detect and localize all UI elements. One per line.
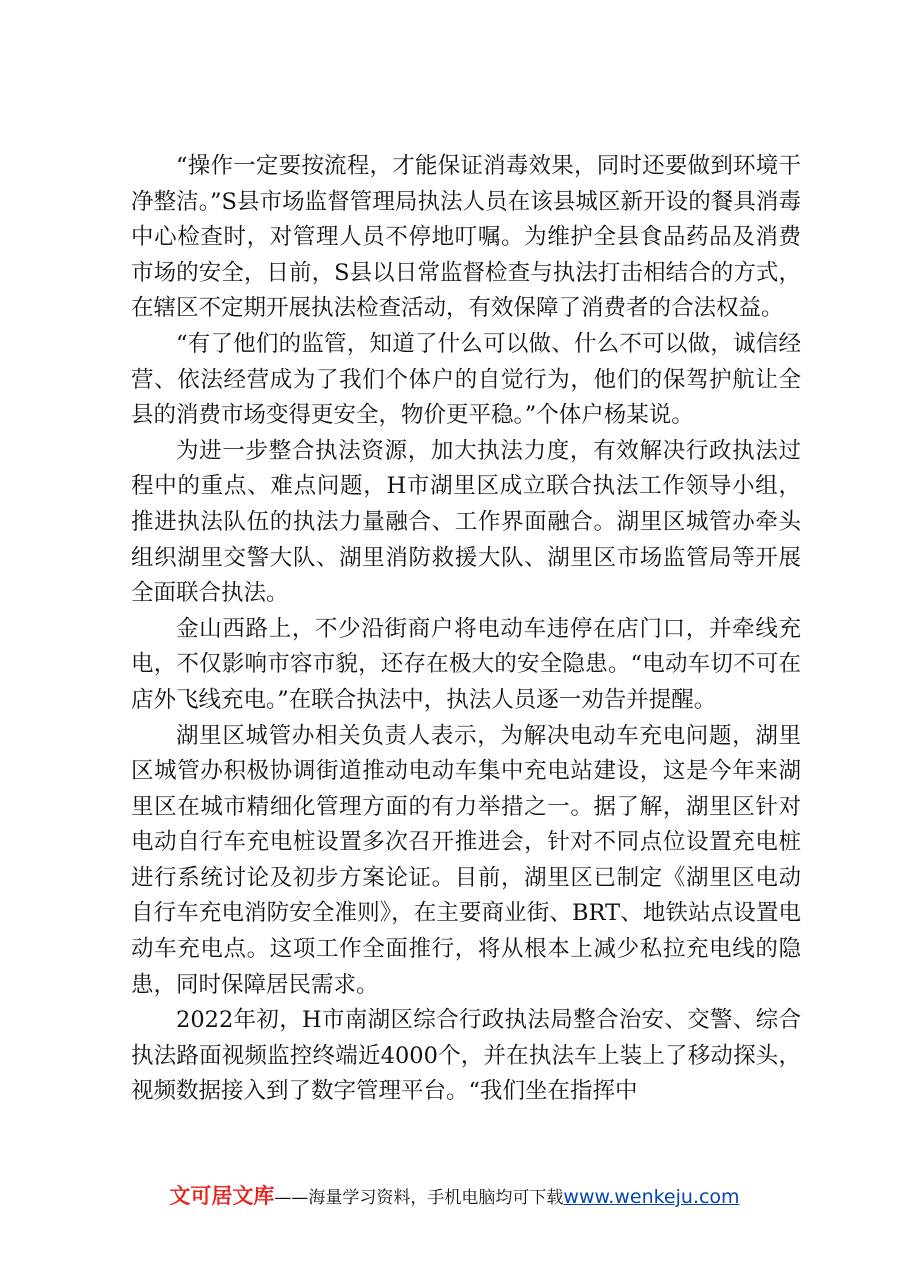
website-link[interactable]: www.wenkeju.com: [563, 1186, 740, 1208]
article-body: [131, 149, 801, 1110]
paragraph-3: 为进一步整合执法资源，加大执法力度，有效解决行政执法过程中的重点、难点问题，H市湖里区成立联合执法工作领导小组，推进执法队伍的执法力量融合、工作界面融合。湖里区城管办牵头组织湖里交警大队、湖里消防救援大队、湖里区市场监管局等开展全面联合执法。: [131, 437, 801, 607]
footer-banner: [0, 1181, 909, 1213]
paragraph-6: 2022年初，H市南湖区综合行政执法局整合治安、交警、综合执法路面视频监控终端近4000个，并在执法车上装上了移动探头，视频数据接入到了数字管理平台。“我们坐在指挥中: [131, 1007, 801, 1105]
paragraph-5: 湖里区城管办相关负责人表示，为解决电动车充电问题，湖里区城管办积极协调街道推动电动车集中充电站建设，这是今年来湖里区在城市精细化管理方面的有力举措之一。据了解，湖里区针对电动自行车充电桩设置多次召开推进会，针对不同点位设置充电桩进行系统讨论及初步方案论证。目前，湖里区已制定《湖里区电动自行车充电消防安全准则》，在主要商业街、BRT、地铁站点设置电动车充电点。这项工作全面推行，将从根本上减少私拉充电线的隐患，同时保障居民需求。: [131, 722, 801, 998]
brand-name: 文可居文库: [169, 1184, 275, 1208]
paragraph-2: “有了他们的监管，知道了什么可以做、什么不可以做，诚信经营、依法经营成为了我们个体户的自觉行为，他们的保驾护航让全县的消费市场变得更安全，物价更平稳。”个体户杨某说。: [131, 330, 801, 429]
footer-tagline: ——海量学习资料，手机电脑均可下载: [274, 1188, 564, 1208]
paragraph-4: 金山西路上，不少沿街商户将电动车违停在店门口，并牵线充电，不仅影响市容市貌，还存在极大的安全隐患。“电动车切不可在店外飞线充电。”在联合执法中，执法人员逐一劝告并提醒。: [131, 615, 801, 713]
paragraph-1: “操作一定要按流程，才能保证消毒效果，同时还要做到环境干净整洁。”S县市场监督管理局执法人员在该县城区新开设的餐具消毒中心检查时，对管理人员不停地叮嘱。为维护全县食品药品及消费市场的安全，日前，S县以日常监督检查与执法打击相结合的方式，在辖区不定期开展执法检查活动，有效保障了消费者的合法权益。: [131, 153, 801, 322]
